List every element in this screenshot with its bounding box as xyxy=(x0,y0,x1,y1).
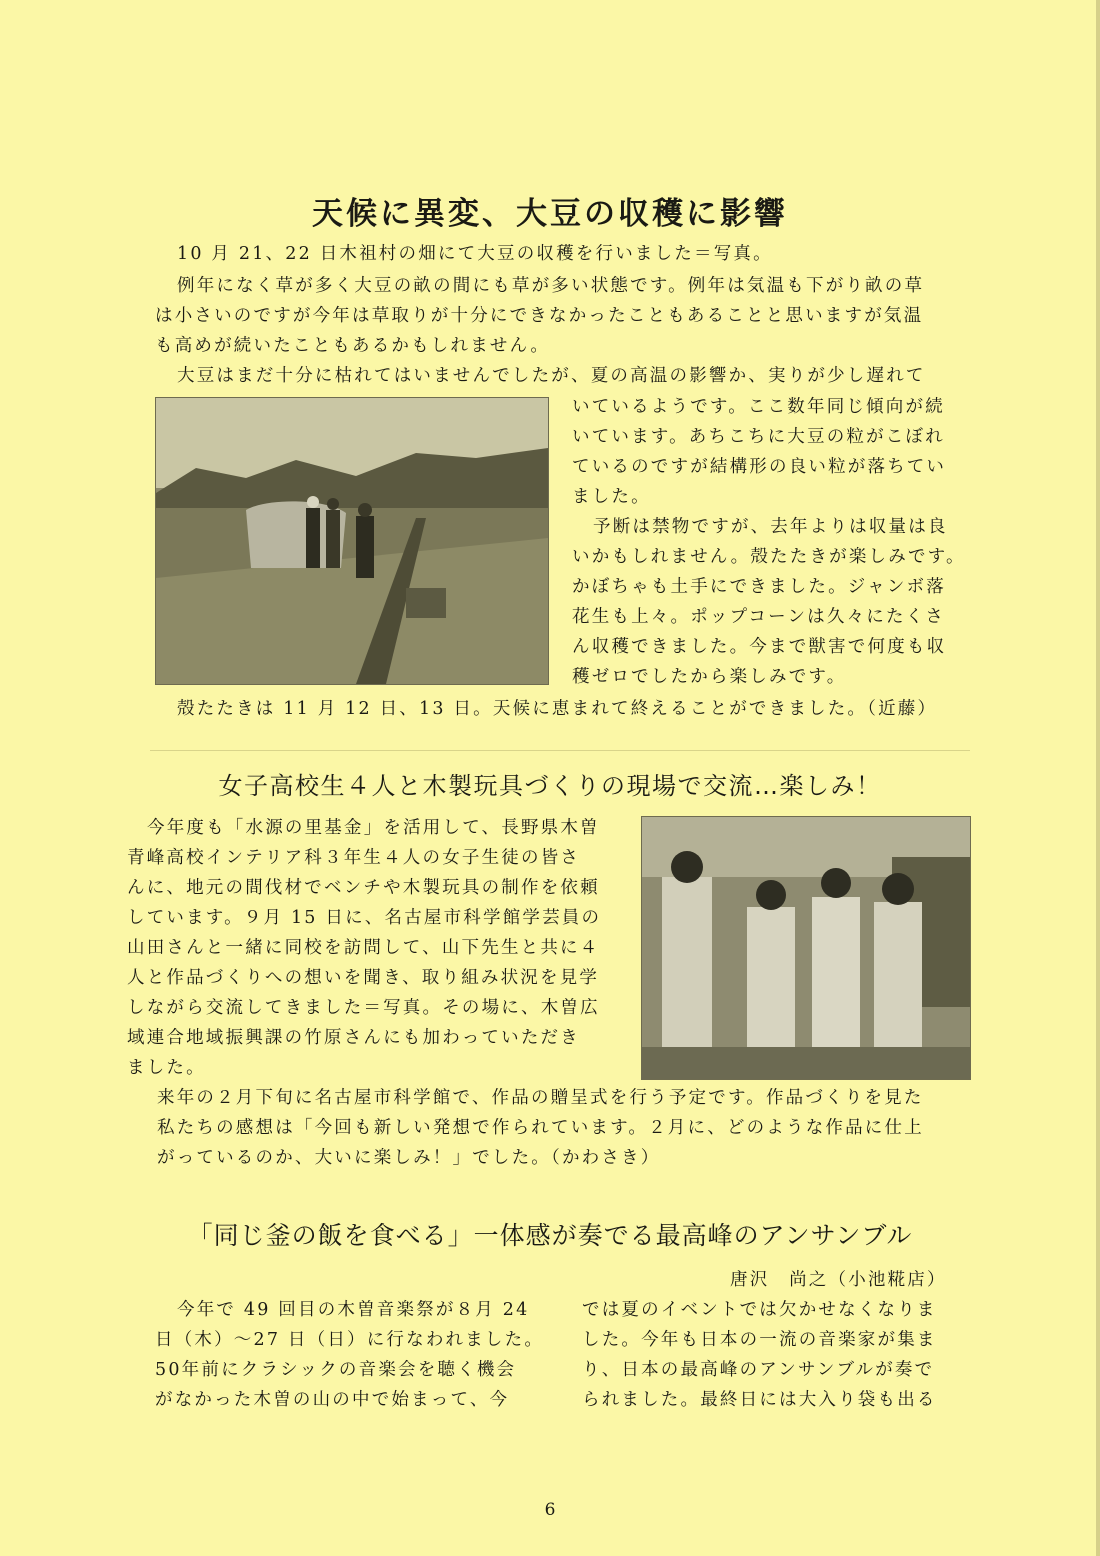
page-number: 6 xyxy=(544,1500,556,1520)
article3-col1-line: 今年で 49 回目の木曽音楽祭が８月 24 xyxy=(177,1300,530,1320)
article2-line: がっているのか、大いに楽しみ！」でした。（かわさき） xyxy=(157,1148,661,1168)
article1-line: も高めが続いたこともあるかもしれません。 xyxy=(155,336,551,356)
article2-line: 私たちの感想は「今回も新しい発想で作られています。２月に、どのような作品に仕上 xyxy=(157,1118,924,1138)
article1-line: 穫ゼロでしたから楽しみです。 xyxy=(572,667,847,687)
article3-col1-line: がなかった木曽の山の中で始まって、今 xyxy=(155,1390,510,1410)
article1-line: かぼちゃも土手にできました。ジャンボ落 xyxy=(572,577,946,597)
harvest-photo xyxy=(155,397,549,685)
article1-line: いかもしれません。殻たたきが楽しみです。 xyxy=(572,547,966,567)
article1-line: ん収穫できました。今まで獣害で何度も収 xyxy=(572,637,947,657)
article1-line: ました。 xyxy=(572,487,651,507)
article2-line: んに、地元の間伐材でベンチや木製玩具の制作を依頼 xyxy=(127,878,600,898)
article2-line: しています。９月 15 日に、名古屋市科学館学芸員の xyxy=(127,908,602,928)
article1-line: 大豆はまだ十分に枯れてはいませんでしたが、夏の高温の影響か、実りが少し遅れて xyxy=(177,366,926,386)
article1-line: ているのですが結構形の良い粒が落ちてい xyxy=(572,457,947,477)
article1-line: いています。あちこちに大豆の粒がこぼれ xyxy=(572,427,945,447)
article3-col1-line: 日（木）～27 日（日）に行なわれました。 xyxy=(155,1330,545,1350)
article1-title: 天候に異変、大豆の収穫に影響 xyxy=(312,196,788,232)
article2-line: 今年度も「水源の里基金」を活用して、長野県木曽 xyxy=(147,818,600,838)
article2-line: 域連合地域振興課の竹原さんにも加わっていただき xyxy=(127,1028,580,1048)
article1-line: いているようです。ここ数年同じ傾向が続 xyxy=(572,397,945,417)
students-illustration xyxy=(642,817,970,1079)
article1-line: は小さいのですが今年は草取りが十分にできなかったこともあることと思いますが気温 xyxy=(155,306,924,326)
article3-col2-line: では夏のイベントでは欠かせなくなりま xyxy=(582,1300,937,1320)
article3-col1-line: 50年前にクラシックの音楽会を聴く機会 xyxy=(155,1360,517,1380)
article1-line: 予断は禁物ですが、去年よりは収量は良 xyxy=(593,517,948,537)
article3-author: 唐沢 尚之（小池糀店） xyxy=(730,1270,947,1290)
article3-col2-line: した。今年も日本の一流の音楽家が集ま xyxy=(582,1330,937,1350)
article3-col2-line: られました。最終日には大入り袋も出る xyxy=(582,1390,937,1410)
section-divider xyxy=(150,750,970,751)
article1-line: 10 月 21、22 日木祖村の畑にて大豆の収穫を行いました＝写真。 xyxy=(177,244,773,264)
article2-line: 青峰高校インテリア科３年生４人の女子生徒の皆さ xyxy=(127,848,581,868)
article3-title: 「同じ釜の飯を食べる」一体感が奏でる最高峰のアンサンブル xyxy=(187,1221,913,1250)
article2-line: 山田さんと一緒に同校を訪問して、山下先生と共に４ xyxy=(127,938,600,958)
article2-line: ました。 xyxy=(127,1058,206,1078)
students-photo xyxy=(641,816,971,1080)
article1-line: 例年になく草が多く大豆の畝の間にも草が多い状態です。例年は気温も下がり畝の草 xyxy=(177,276,925,296)
field-illustration xyxy=(156,398,548,684)
article2-title: 女子高校生４人と木製玩具づくりの現場で交流…楽しみ！ xyxy=(218,772,882,800)
article2-line: しながら交流してきました＝写真。その場に、木曽広 xyxy=(127,998,600,1018)
article2-line: 人と作品づくりへの想いを聞き、取り組み状況を見学 xyxy=(127,968,600,988)
article2-line: 来年の２月下旬に名古屋市科学館で、作品の贈呈式を行う予定です。作品づくりを見た xyxy=(157,1088,924,1108)
article1-line: 殻たたきは 11 月 12 日、13 日。天候に恵まれて終えることができました。（近藤） xyxy=(177,699,938,719)
article1-line: 花生も上々。ポップコーンは久々にたくさ xyxy=(572,607,946,627)
article3-col2-line: り、日本の最高峰のアンサンブルが奏で xyxy=(582,1360,935,1380)
